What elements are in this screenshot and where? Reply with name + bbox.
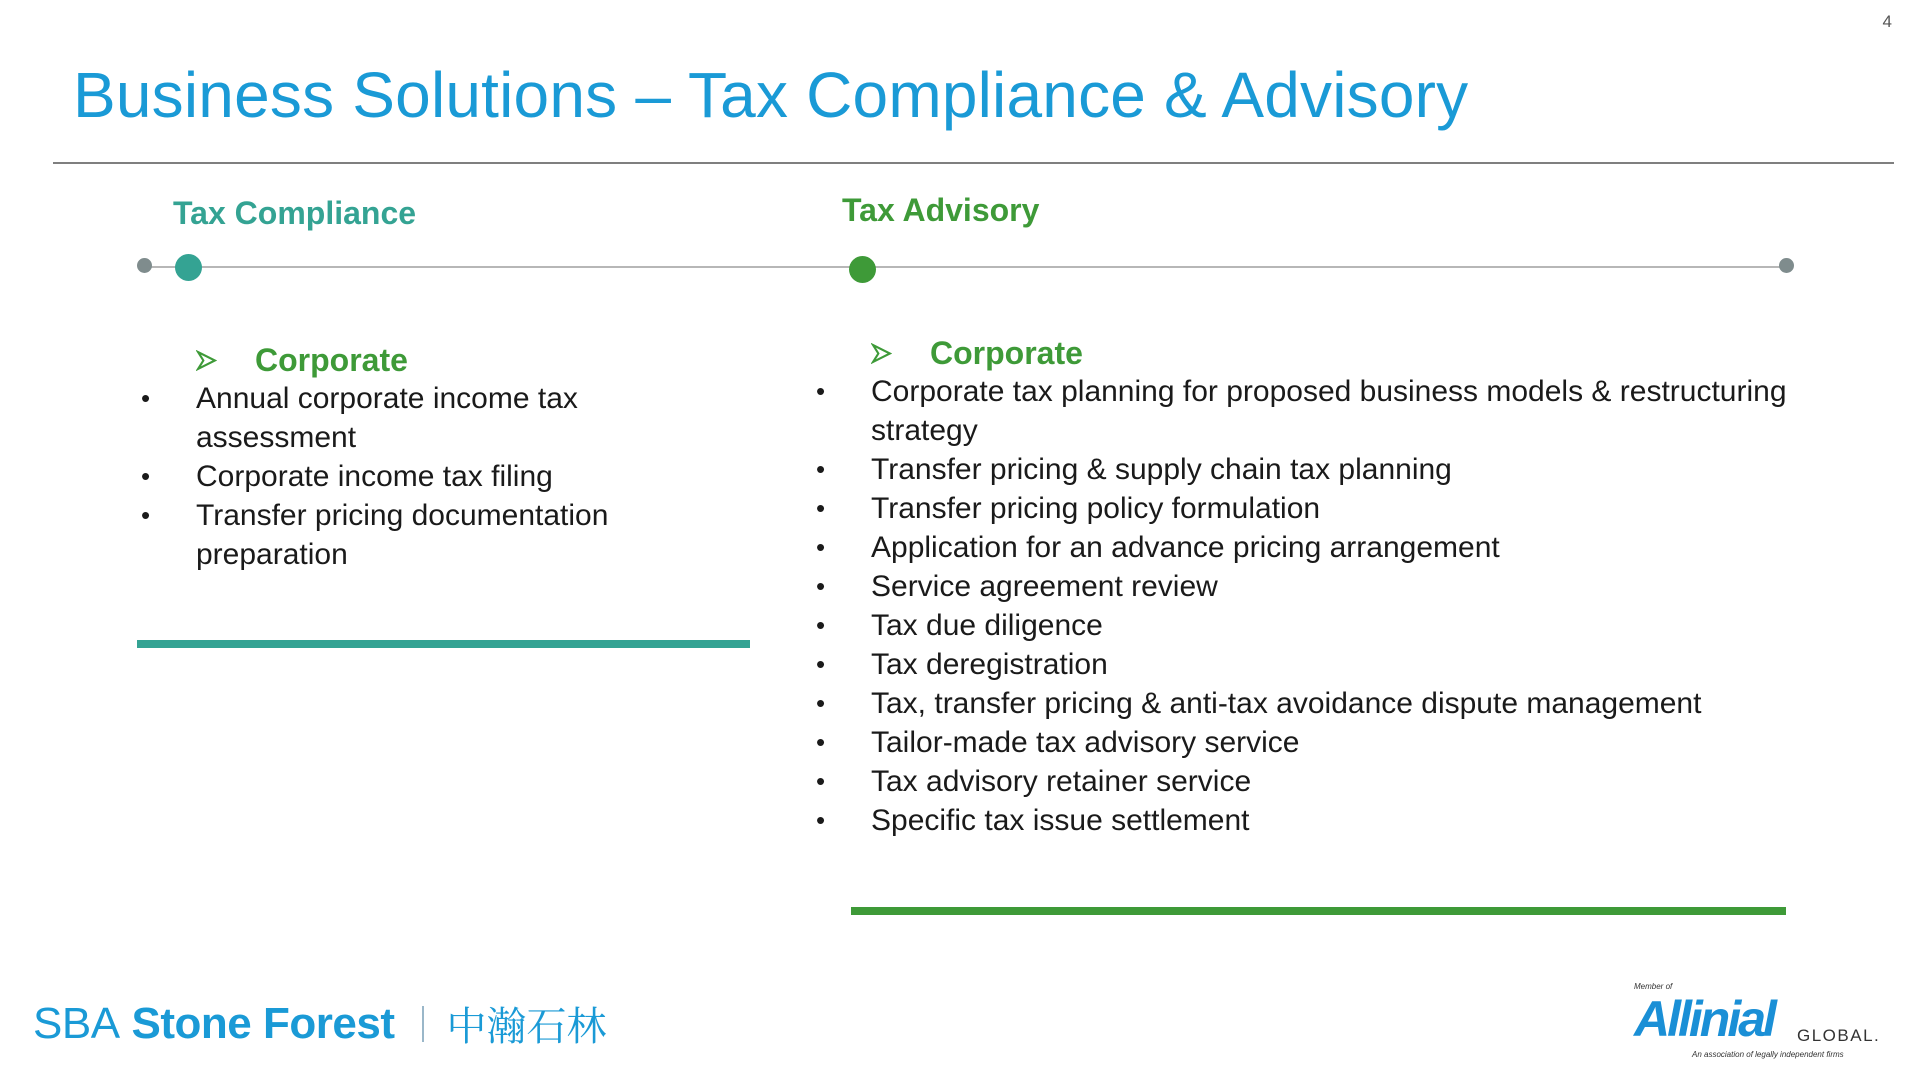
bullet-icon: • xyxy=(816,805,826,835)
bullet-icon: • xyxy=(141,383,151,413)
brand-name: Stone Forest xyxy=(131,998,395,1048)
list-item: • Transfer pricing & supply chain tax planning xyxy=(871,450,1791,489)
bullet-icon: • xyxy=(816,649,826,679)
compliance-underline xyxy=(137,640,750,648)
partner-name: Allinial xyxy=(1634,991,1774,1047)
list-item: • Service agreement review xyxy=(871,567,1791,606)
bullet-icon: • xyxy=(816,727,826,757)
title-divider xyxy=(53,162,1894,164)
compliance-section-header xyxy=(196,342,756,379)
bullet-icon: • xyxy=(816,376,826,406)
bullet-icon: • xyxy=(816,571,826,601)
timeline-compliance-marker xyxy=(175,254,202,281)
list-item: • Transfer pricing policy formulation xyxy=(871,489,1791,528)
bullet-icon: • xyxy=(816,610,826,640)
arrow-bullet-icon xyxy=(196,350,217,371)
list-item: • Tailor-made tax advisory service xyxy=(871,723,1791,762)
brand-separator xyxy=(422,1006,424,1042)
company-logo xyxy=(33,995,606,1052)
tax-compliance-heading: Tax Compliance xyxy=(173,195,417,231)
timeline-start-dot xyxy=(137,258,152,273)
advisory-list xyxy=(816,372,1791,840)
bullet-icon: • xyxy=(816,493,826,523)
list-item: • Corporate tax planning for proposed business models & restructuring strategy xyxy=(871,372,1791,450)
partner-tagline: An association of legally independent firms xyxy=(1692,1050,1844,1059)
bullet-icon: • xyxy=(816,532,826,562)
list-item: • Tax due diligence xyxy=(871,606,1791,645)
bullet-icon: • xyxy=(816,454,826,484)
page-number: 4 xyxy=(1882,12,1892,31)
advisory-section-label: Corporate xyxy=(930,335,1083,371)
arrow-bullet-icon xyxy=(871,343,892,364)
list-item: • Application for an advance pricing arrangement xyxy=(871,528,1791,567)
list-item: • Tax deregistration xyxy=(871,645,1791,684)
advisory-block xyxy=(816,335,1901,840)
list-item: • Specific tax issue settlement xyxy=(871,801,1791,840)
bullet-icon: • xyxy=(816,688,826,718)
tax-advisory-heading: Tax Advisory xyxy=(842,192,1040,228)
timeline-advisory-marker xyxy=(849,256,876,283)
list-item: • Corporate income tax filing xyxy=(196,457,626,496)
page-title: Business Solutions – Tax Compliance & Advisory xyxy=(73,59,1469,131)
compliance-section-label: Corporate xyxy=(255,342,408,378)
list-item: • Annual corporate income tax assessment xyxy=(196,379,626,457)
list-item: • Transfer pricing documentation preparation xyxy=(196,496,626,574)
brand-chinese-name: 中瀚石林 xyxy=(446,1005,607,1049)
bullet-icon: • xyxy=(816,766,826,796)
compliance-block xyxy=(141,342,756,574)
advisory-section-header xyxy=(871,335,1901,372)
brand-prefix: SBA xyxy=(33,998,120,1048)
list-item: • Tax, transfer pricing & anti-tax avoidance dispute management xyxy=(871,684,1791,723)
list-item: • Tax advisory retainer service xyxy=(871,762,1791,801)
bullet-icon: • xyxy=(141,500,151,530)
partner-member-label: Member of xyxy=(1634,982,1673,991)
partner-logo xyxy=(1632,982,1902,1062)
advisory-underline xyxy=(851,907,1786,915)
bullet-icon: • xyxy=(141,461,151,491)
timeline-line xyxy=(144,266,1786,268)
partner-suffix: GLOBAL. xyxy=(1797,1026,1881,1045)
compliance-list xyxy=(141,379,626,574)
timeline-end-dot xyxy=(1779,258,1794,273)
